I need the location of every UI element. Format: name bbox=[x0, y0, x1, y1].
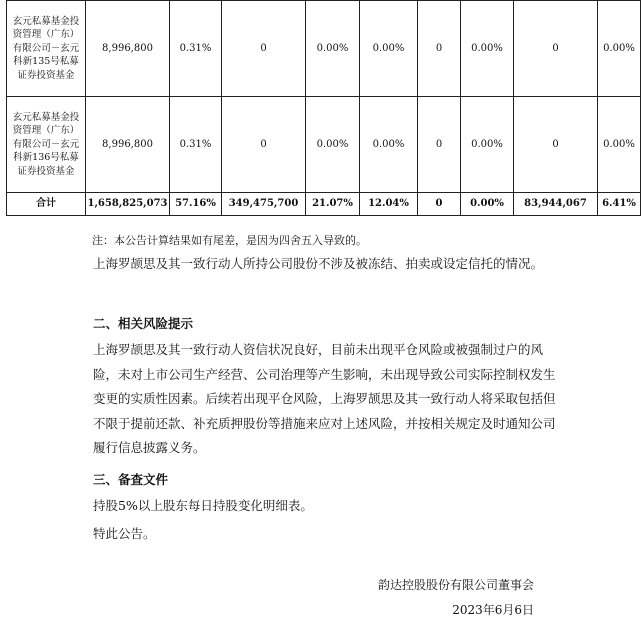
table-total-row bbox=[7, 193, 641, 216]
table-cell: 0.00% bbox=[360, 97, 418, 193]
document-item: 持股5%以上股东每日持股变化明细表。 bbox=[93, 498, 313, 513]
table-row bbox=[7, 1, 641, 97]
table-cell: 8,996,800 bbox=[86, 97, 170, 193]
table-cell: 83,944,067 bbox=[514, 193, 598, 216]
table-cell: 0 bbox=[222, 97, 306, 193]
table-cell: 0.00% bbox=[461, 193, 514, 216]
table-cell: 12.04% bbox=[360, 193, 418, 216]
table-cell: 0.00% bbox=[306, 97, 360, 193]
signature-date: 2023年6月6日 bbox=[452, 603, 534, 617]
table-cell: 8,996,800 bbox=[86, 1, 170, 97]
total-label-cell: 合计 bbox=[7, 193, 86, 216]
table-cell: 21.07% bbox=[306, 193, 360, 216]
table-cell: 57.16% bbox=[170, 193, 222, 216]
table-cell: 0.31% bbox=[170, 1, 222, 97]
table-row bbox=[7, 97, 641, 193]
shareholding-table bbox=[6, 0, 641, 216]
table-cell: 0.00% bbox=[461, 97, 514, 193]
table-footnote: 注：本公告计算结果如有尾差，是因为四舍五入导致的。 bbox=[92, 234, 367, 247]
paragraph-risk: 上海罗颉思及其一致行动人资信状况良好，目前未出现平仓风险或被强制过户的风险，未对上市公司生产经营、公司治理等产生影响，未出现导致公司实际控制权发生变更的实质性因素。后续若出现平仓风险，上海罗颉思及其一致行动人将采取包括但不限于提前还款、补充质押股份等措施来应对上述风险，并按相关规定及时通知公司履行信息披露义务。 bbox=[93, 342, 556, 455]
section-heading-documents: 三、备查文件 bbox=[93, 472, 169, 487]
table-cell: 0.00% bbox=[598, 97, 641, 193]
table-cell: 0.00% bbox=[461, 1, 514, 97]
table-cell: 1,658,825,073 bbox=[86, 193, 170, 216]
paragraph-no-freeze: 上海罗颉思及其一致行动人所持公司股份不涉及被冻结、拍卖或设定信托的情况。 bbox=[93, 256, 544, 271]
table-cell: 0 bbox=[514, 1, 598, 97]
holder-name-cell: 玄元私募基金投资管理（广东）有限公司－玄元科新136号私募证券投资基金 bbox=[7, 97, 86, 193]
table-cell: 0.31% bbox=[170, 97, 222, 193]
table-cell: 0 bbox=[418, 1, 461, 97]
table-cell: 0 bbox=[418, 193, 461, 216]
holder-name-cell: 玄元私募基金投资管理（广东）有限公司－玄元科新135号私募证券投资基金 bbox=[7, 1, 86, 97]
table-cell: 0 bbox=[418, 97, 461, 193]
section-heading-risk: 二、相关风险提示 bbox=[93, 316, 194, 331]
table-cell: 0 bbox=[222, 1, 306, 97]
table-cell: 0.00% bbox=[598, 1, 641, 97]
table-cell: 0 bbox=[514, 97, 598, 193]
table-cell: 349,475,700 bbox=[222, 193, 306, 216]
signature-company: 韵达控股股份有限公司董事会 bbox=[377, 578, 534, 592]
table-cell: 0.00% bbox=[306, 1, 360, 97]
table-cell: 6.41% bbox=[598, 193, 641, 216]
closing-statement: 特此公告。 bbox=[93, 526, 156, 541]
table-cell: 0.00% bbox=[360, 1, 418, 97]
